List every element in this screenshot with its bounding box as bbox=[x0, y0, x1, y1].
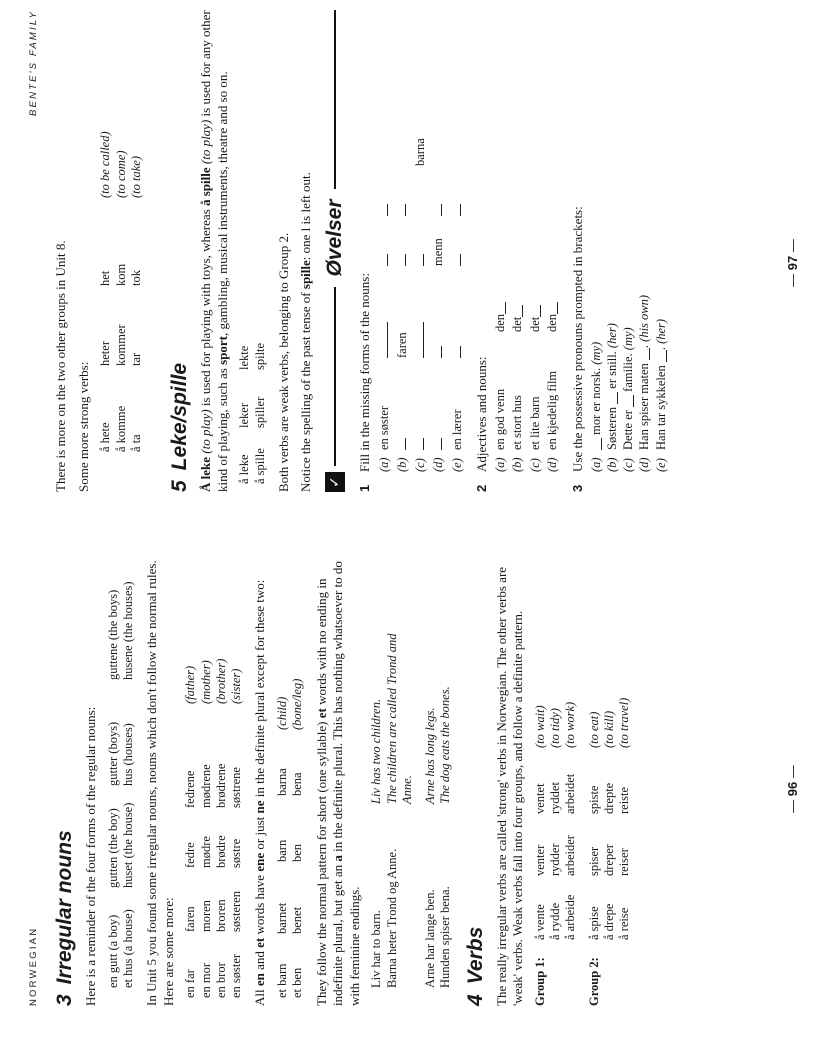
running-head-right: BENTE'S FAMILY bbox=[28, 10, 39, 116]
fill-blank[interactable] bbox=[493, 302, 506, 314]
fill-blank[interactable] bbox=[621, 395, 634, 407]
fill-blank[interactable] bbox=[411, 438, 424, 450]
s5-para-3: Notice the spelling of the past tense of spille: one l is left out. bbox=[298, 172, 314, 492]
s3-para-2: All en and et words have ene or just ne in the definite plural except for these two: bbox=[252, 579, 268, 1006]
fill-blank[interactable] bbox=[448, 346, 461, 358]
fill-blank[interactable] bbox=[375, 254, 388, 266]
verb-group-2: Group 2: å spise spiser spiste (to eat) å drepe dreper drepte (to kill) å reise reiser reiste (to travel) bbox=[586, 697, 632, 1006]
strong-verbs-table: å hete heter het (to be called) å komme kommer kom (to come) å ta tar tok (to take) bbox=[98, 131, 143, 452]
fill-blank[interactable] bbox=[429, 438, 442, 450]
left-page bbox=[0, 526, 822, 1052]
exercise-1-grid: (a) en søster (b) faren (c) barna (d) menn (e) en lærer bbox=[377, 138, 464, 472]
fill-blank[interactable] bbox=[393, 204, 406, 216]
fill-blank[interactable] bbox=[545, 302, 558, 314]
s5-para-2: Both verbs are weak verbs, belonging to Group 2. bbox=[275, 232, 291, 492]
page-number-left: — 96 — bbox=[785, 526, 800, 1052]
section-3-heading: 3Irregular nouns bbox=[53, 830, 76, 1006]
fill-blank[interactable] bbox=[605, 392, 618, 404]
s3-para-3: They follow the normal pattern for short (one syllable) et words with no ending in indefinite plural, but get an a in the definite plural. This has nothing whatsoever to do with feminine endings. bbox=[313, 561, 362, 1006]
s4-para-1: The really irregular verbs are called 'strong' verbs in Norwegian. The other verbs are 'weak' verbs. Weak verbs fall into four groups, and follow a definite pattern. bbox=[493, 566, 526, 1006]
heading-rule-left bbox=[334, 287, 336, 466]
section-4-heading: 4Verbs bbox=[463, 926, 487, 1006]
fill-blank[interactable] bbox=[375, 322, 388, 358]
fill-blank[interactable] bbox=[637, 348, 650, 360]
s3-para-1: In Unit 5 you found some irregular nouns, nouns which don't follow the normal rules. Here are some more: bbox=[144, 560, 176, 1006]
page-number-right: — 97 — bbox=[785, 0, 800, 526]
running-head-left: NORWEGIAN bbox=[28, 926, 39, 1006]
fill-blank[interactable] bbox=[393, 254, 406, 266]
more-info-note: There is more on the two other groups in Unit 8. bbox=[53, 240, 68, 492]
strong-verbs-intro: Some more strong verbs: bbox=[75, 361, 91, 492]
barn-examples: Liv har to barn. Liv has two children. Barna heter Trond og Anne. The children are called Trond and Anne. Arne har lange ben. Arne has long legs. Hunden spiser bena. The dog eats the bones. bbox=[369, 633, 453, 988]
verb-group-1: Group 1: å vente venter ventet (to wait) å rydde rydder ryddet (to tidy) å arbeide arbeider arbeidet (to work) bbox=[532, 701, 578, 1006]
fill-blank[interactable] bbox=[510, 305, 523, 317]
fill-blank[interactable] bbox=[429, 204, 442, 216]
fill-blank[interactable] bbox=[411, 254, 424, 266]
s5-para-1: Å leke (to play) is used for playing with toys, whereas å spille (to play) is used for any other kind of playing, such as sport, gambling, musical instruments, theatre and so on. bbox=[198, 10, 230, 492]
heading-rule-right bbox=[334, 10, 336, 189]
fill-blank[interactable] bbox=[654, 350, 667, 362]
fill-blank[interactable] bbox=[393, 438, 406, 450]
check-box-icon: ✓ bbox=[325, 472, 345, 492]
exercise-2-grid: (a) en god venn den (b) et stort hus det (c) et lite barn det (d) en kjedelig film den bbox=[492, 10, 562, 492]
fill-blank[interactable] bbox=[375, 204, 388, 216]
section-5-heading: 5Leke/spille bbox=[168, 362, 191, 492]
s3-intro: Here is a reminder of the four forms of the regular nouns: bbox=[83, 706, 98, 1006]
fill-blank[interactable] bbox=[448, 204, 461, 216]
regular-nouns-table: en gutt (a boy) gutten (the boy) gutter (boys) guttene (the boys) et hus (a house) huset (the house) hus (houses) husene (the houses) bbox=[105, 581, 135, 988]
ovelser-heading: ✓ Øvelser bbox=[323, 10, 347, 492]
exercise-2-heading: 2 Adjectives and nouns: bbox=[473, 356, 489, 492]
barn-ben-table: et barn barnet barn barna (child) et ben benet ben bena (bone/leg) bbox=[275, 678, 305, 998]
exercise-3-grid: (a) mor er norsk. (my) (b) Søsteren er snill. (her) (c) Dette er familie. (my) (d) Han spiser maten . (his own) (e) Han tar sykkelen . (her) bbox=[588, 294, 668, 472]
fill-blank[interactable] bbox=[448, 254, 461, 266]
irregular-nouns-table: en far faren fedre fedrene (father) en mor moren mødre mødrene (mother) en bror broren brødre brødrene (brother) en søster søsteren søstre søstrene (sister) bbox=[183, 658, 244, 998]
fill-blank[interactable] bbox=[411, 322, 424, 358]
leke-spille-table: å leke leker lekte å spille spiller spilte bbox=[237, 342, 267, 484]
exercise-3-heading: 3 Use the possessive pronouns prompted in brackets: bbox=[569, 206, 585, 492]
fill-blank[interactable] bbox=[589, 438, 602, 450]
fill-blank[interactable] bbox=[429, 346, 442, 358]
fill-blank[interactable] bbox=[528, 305, 541, 317]
exercise-1-heading: 1 Fill in the missing forms of the nouns: bbox=[357, 273, 372, 492]
